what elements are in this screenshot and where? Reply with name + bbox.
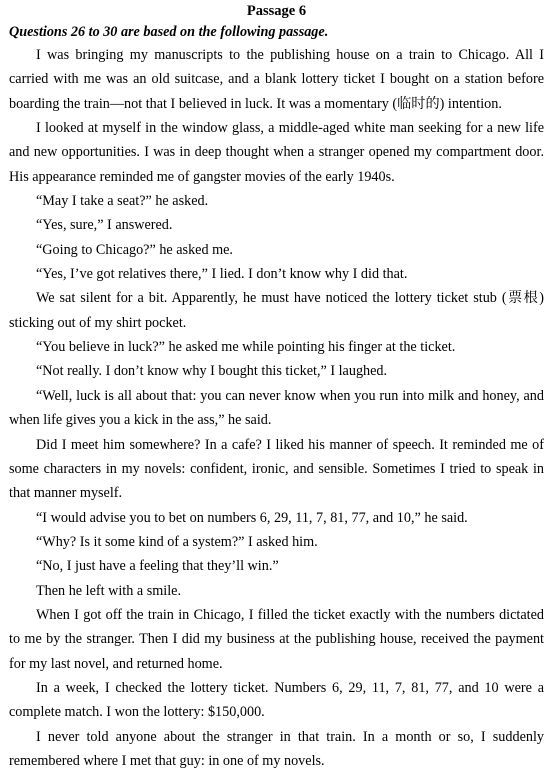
paragraph: I was bringing my manuscripts to the publishing house on a train to Chicago. All I carried with me was an old suitcase, and a blank lottery ticket I bought on a station before boarding the train—not that I believed in luck. It was a momentary (临时的) intention. [9,47,544,112]
paragraph: “No, I just have a feeling that they’ll win.” [36,558,279,575]
paragraph: Did I meet him somewhere? In a cafe? I liked his manner of speech. It reminded me of some characters in my novels: confident, ironic, and sensible. Sometimes I tried to speak in that manner myself. [9,436,544,502]
paragraph: When I got off the train in Chicago, I filled the ticket exactly with the numbers dictated to me by the stranger. Then I did my business at the publishing house, received the payment for my last novel, and returned home. [9,606,544,672]
paragraph: I never told anyone about the stranger in that train. In a month or so, I suddenly remembered where I met that guy: in one of my novels. [9,728,544,769]
paragraph: “Why? Is it some kind of a system?” I asked him. [36,533,318,550]
passage-instructions: Questions 26 to 30 are based on the following passage. [9,24,329,40]
document-page [9,2,544,773]
paragraph: “You believe in luck?” he asked me while pointing his finger at the ticket. [36,339,456,356]
paragraph: “Going to Chicago?” he asked me. [36,241,233,258]
paragraph: “Yes, sure,” I answered. [36,217,173,234]
paragraph: “May I take a seat?” he asked. [36,193,209,210]
paragraph: “I would advise you to bet on numbers 6, 29, 11, 7, 81, 77, and 10,” he said. [36,509,468,526]
paragraph: “Well, luck is all about that: you can never know when you run into milk and honey, and when life gives you a kick in the ass,” he said. [9,387,544,429]
paragraph: Then he left with a smile. [36,582,181,599]
paragraph: In a week, I checked the lottery ticket. Numbers 6, 29, 11, 7, 81, 77, and 10 were a complete match. I won the lottery: $150,000. [9,679,544,721]
paragraph: “Not really. I don’t know why I bought this ticket,” I laughed. [36,363,388,380]
passage-title: Passage 6 [246,3,307,19]
paragraph: We sat silent for a bit. Apparently, he must have noticed the lottery ticket stub (票根) sticking out of my shirt pocket. [9,290,544,331]
paragraph: I looked at myself in the window glass, a middle-aged white man seeking for a new life and new opportunities. I was in deep thought when a stranger opened my compartment door. His appearance reminded me of gangster movies of the early 1940s. [9,120,544,185]
paragraph: “Yes, I’ve got relatives there,” I lied. I don’t know why I did that. [36,266,408,283]
